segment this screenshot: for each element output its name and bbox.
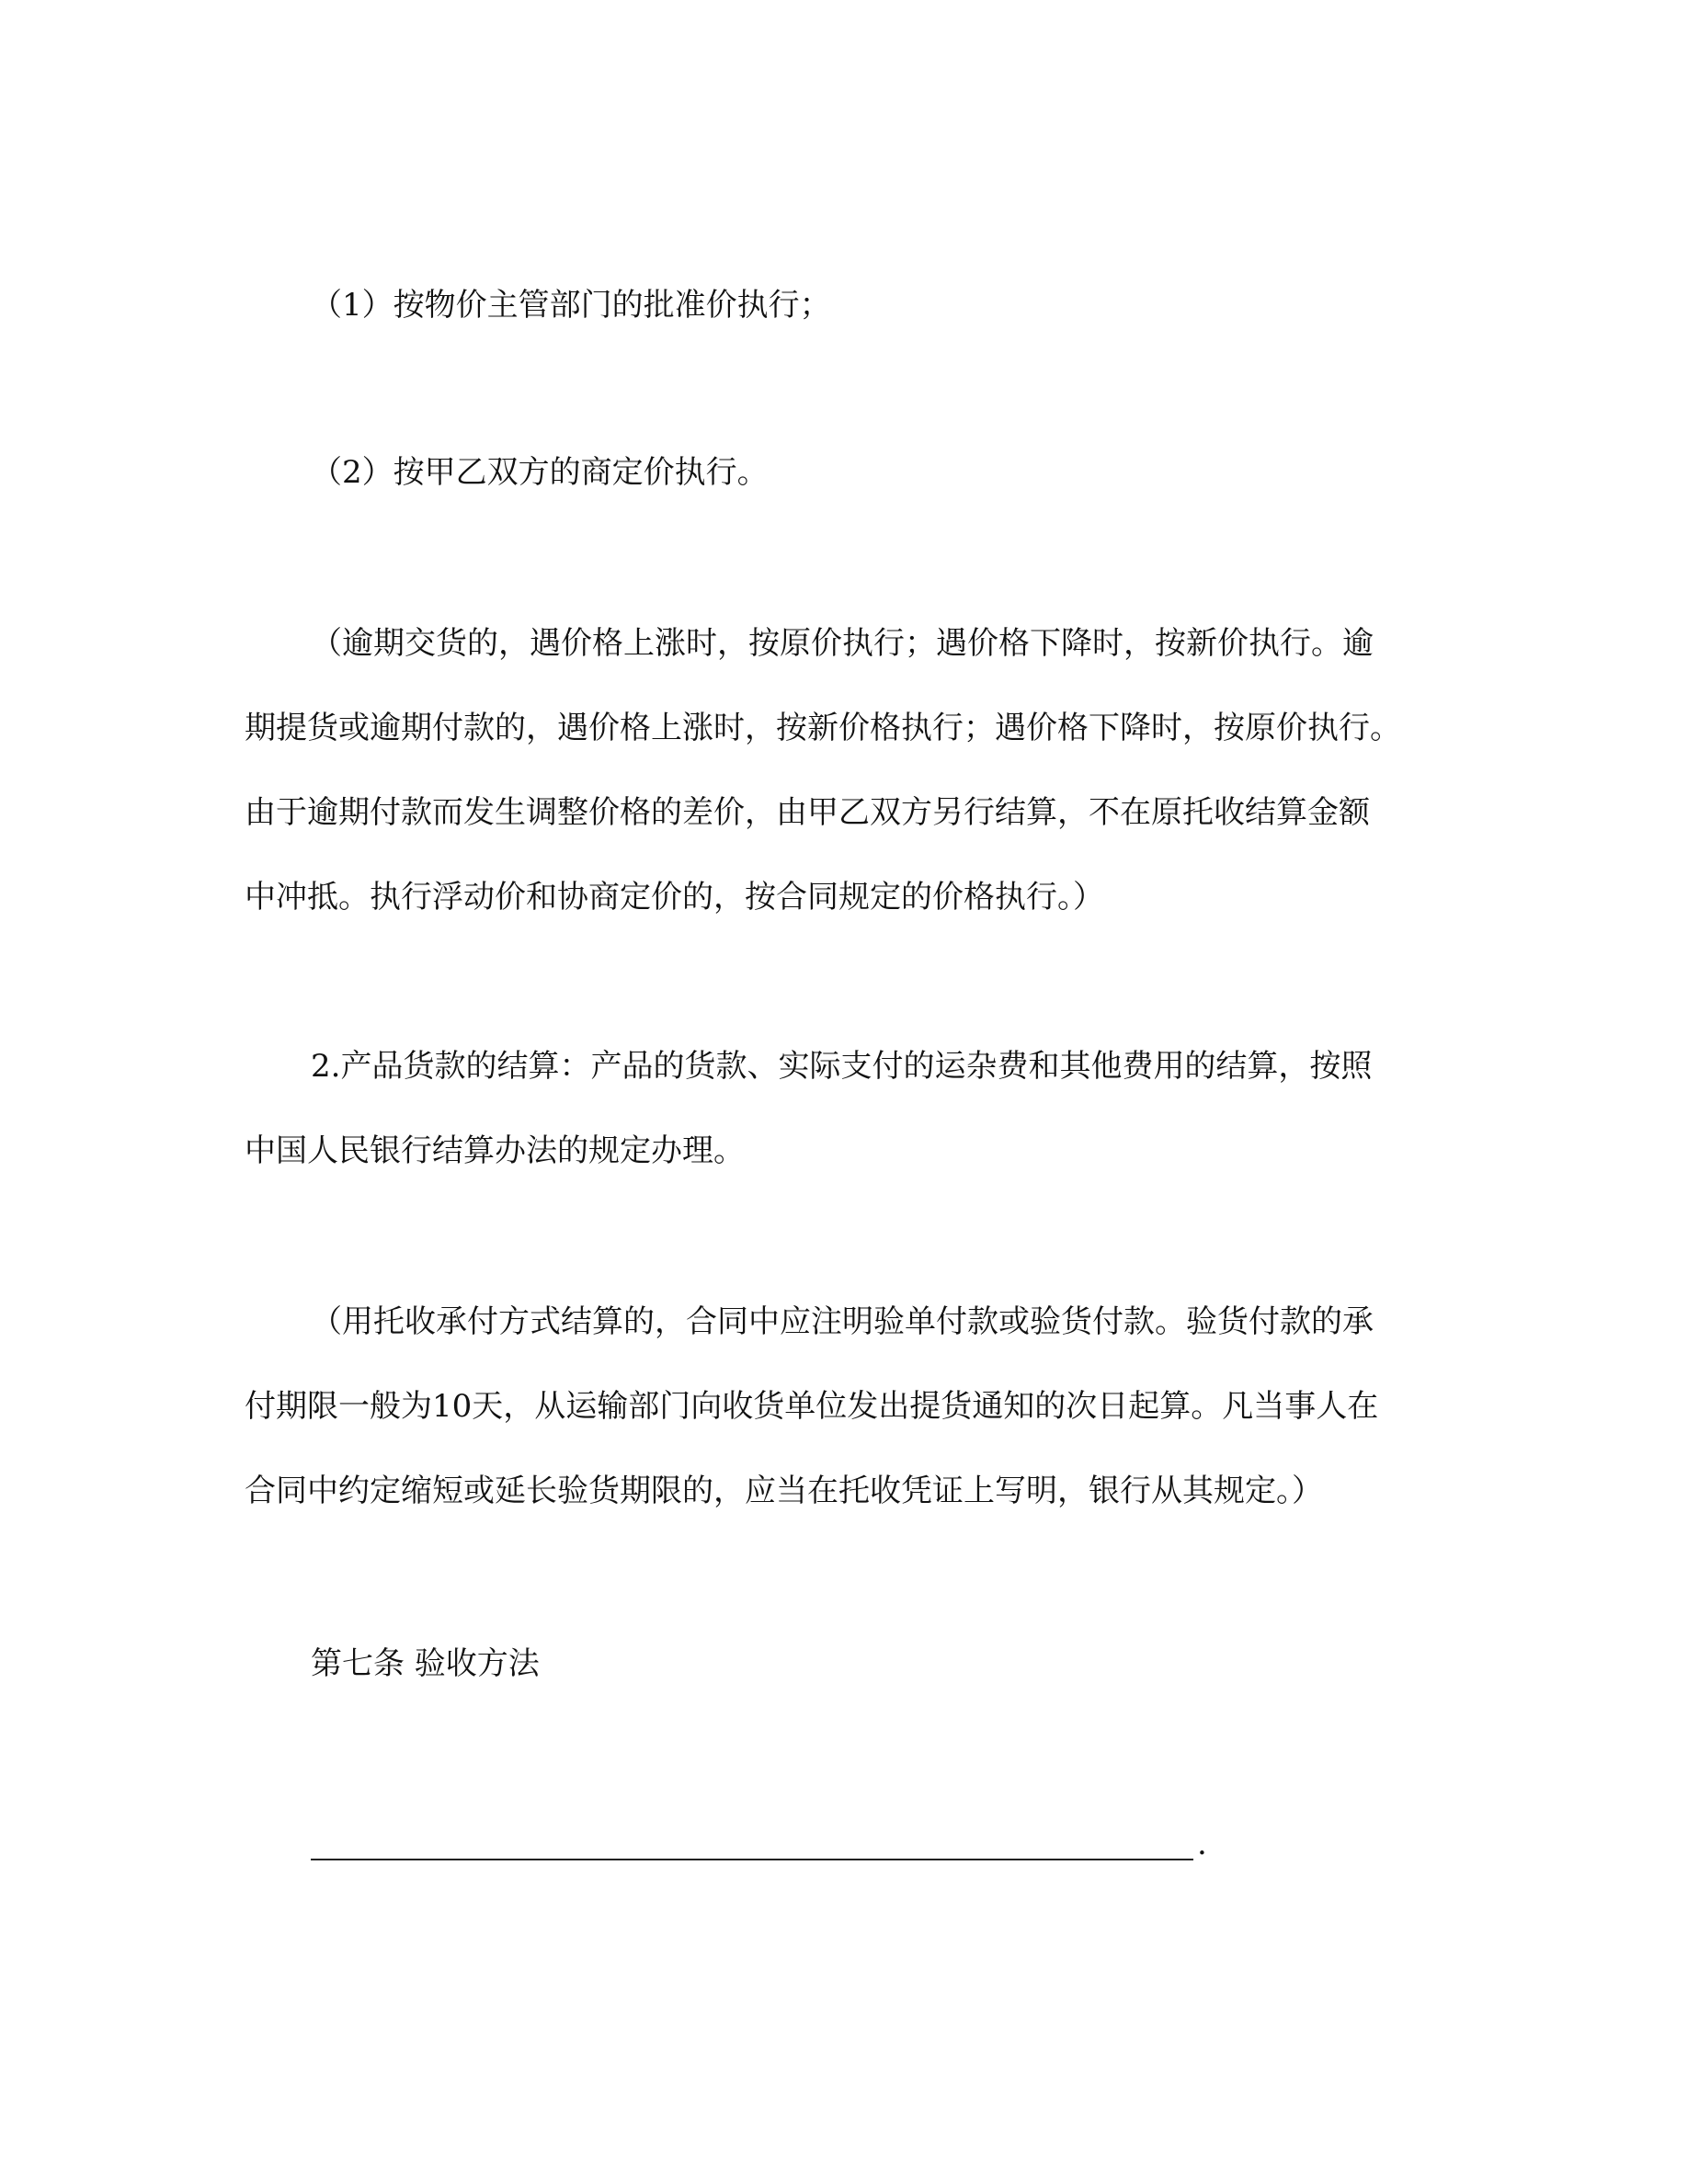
blank-end-period: .: [1197, 1826, 1207, 1862]
fill-in-blank-line: [311, 1822, 1193, 1860]
collection-note-line-3: 合同中约定缩短或延长验货期限的，应当在托收凭证上写明，银行从其规定。）: [245, 1473, 1323, 1509]
settlement-clause-line-2: 中国人民银行结算办法的规定办理。: [245, 1132, 745, 1169]
article-7-title: 第七条 验收方法: [311, 1645, 540, 1682]
overdue-note-line-1: （逾期交货的，遇价格上涨时，按原价执行；遇价格下降时，按新价执行。逾: [311, 625, 1374, 662]
price-item-1: （1）按物价主管部门的批准价执行；: [311, 287, 831, 324]
price-item-2: （2）按甲乙双方的商定价执行。: [311, 454, 769, 491]
collection-note-line-2: 付期限一般为10天，从运输部门向收货单位发出提货通知的次日起算。凡当事人在: [245, 1388, 1379, 1425]
settlement-clause-line-1: 2.产品货款的结算：产品的货款、实际支付的运杂费和其他费用的结算，按照: [311, 1048, 1373, 1085]
overdue-note-line-2: 期提货或逾期付款的，遇价格上涨时，按新价格执行；遇价格下降时，按原价执行。: [245, 710, 1401, 746]
overdue-note-line-3: 由于逾期付款而发生调整价格的差价，由甲乙双方另行结算，不在原托收结算金额: [245, 794, 1370, 831]
overdue-note-line-4: 中冲抵。执行浮动价和协商定价的，按合同规定的价格执行。）: [245, 879, 1104, 916]
collection-note-line-1: （用托收承付方式结算的，合同中应注明验单付款或验货付款。验货付款的承: [311, 1303, 1374, 1340]
